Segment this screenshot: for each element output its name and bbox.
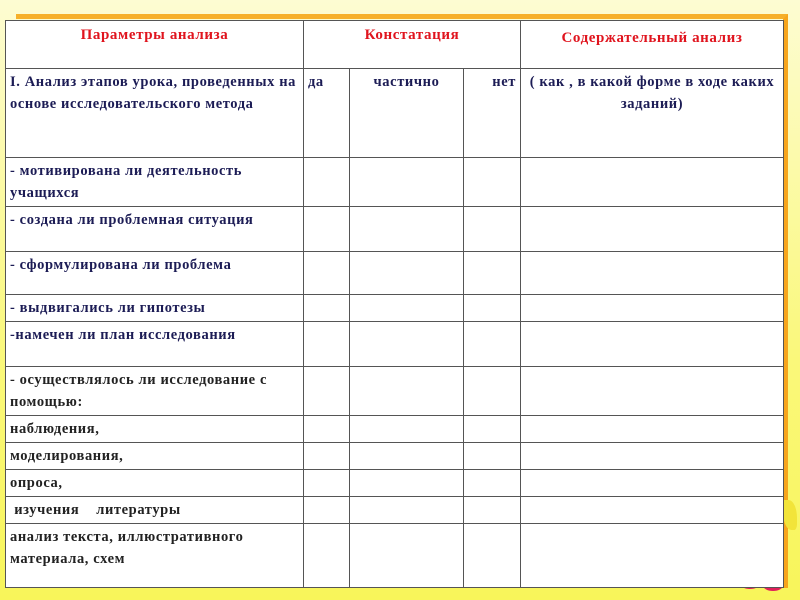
cell-no[interactable] [464, 367, 521, 416]
cell-content[interactable] [521, 207, 784, 252]
cell-content[interactable] [521, 367, 784, 416]
row-label: изучения литературы [6, 497, 304, 524]
cell-yes[interactable] [304, 497, 350, 524]
header-params: Параметры анализа [6, 21, 304, 69]
row-label: анализ текста, иллюстративного материала, схем [6, 524, 304, 588]
cell-no[interactable] [464, 252, 521, 295]
cell-content[interactable] [521, 295, 784, 322]
cell-yes[interactable] [304, 322, 350, 367]
cell-no[interactable] [464, 322, 521, 367]
row-label: - выдвигались ли гипотезы [6, 295, 304, 322]
cell-partly[interactable] [350, 252, 464, 295]
cell-no[interactable] [464, 158, 521, 207]
cell-no[interactable] [464, 470, 521, 497]
cell-partly[interactable] [350, 295, 464, 322]
analysis-table [5, 20, 784, 588]
bird-tail-decoration [783, 500, 797, 530]
cell-partly[interactable] [350, 416, 464, 443]
row-label: наблюдения, [6, 416, 304, 443]
cell-yes[interactable] [304, 524, 350, 588]
cell-partly[interactable] [350, 207, 464, 252]
cell-yes[interactable] [304, 416, 350, 443]
subheader-no: нет [464, 69, 521, 158]
cell-yes[interactable] [304, 295, 350, 322]
cell-content[interactable] [521, 497, 784, 524]
cell-yes[interactable] [304, 367, 350, 416]
subheader-partly: частично [350, 69, 464, 158]
cell-yes[interactable] [304, 443, 350, 470]
subheader-param: I. Анализ этапов урока, проведенных на основе исследовательского метода [6, 69, 304, 158]
row-label: -намечен ли план исследования [6, 322, 304, 367]
cell-no[interactable] [464, 207, 521, 252]
subheader-yes: да [304, 69, 350, 158]
row-label: - осуществлялось ли исследование с помощью: [6, 367, 304, 416]
header-statement: Констатация [304, 21, 521, 69]
cell-partly[interactable] [350, 322, 464, 367]
cell-yes[interactable] [304, 207, 350, 252]
cell-yes[interactable] [304, 158, 350, 207]
cell-content[interactable] [521, 524, 784, 588]
cell-no[interactable] [464, 416, 521, 443]
row-label: - сформулирована ли проблема [6, 252, 304, 295]
cell-yes[interactable] [304, 470, 350, 497]
cell-partly[interactable] [350, 158, 464, 207]
cell-content[interactable] [521, 443, 784, 470]
cell-partly[interactable] [350, 524, 464, 588]
cell-partly[interactable] [350, 367, 464, 416]
row-label: моделирования, [6, 443, 304, 470]
row-label: - мотивирована ли деятельность учащихся [6, 158, 304, 207]
row-label: - создана ли проблемная ситуация [6, 207, 304, 252]
cell-partly[interactable] [350, 470, 464, 497]
cell-partly[interactable] [350, 443, 464, 470]
cell-partly[interactable] [350, 497, 464, 524]
cell-no[interactable] [464, 295, 521, 322]
subheader-content-hint: ( как , в какой форме в ходе каких заданий) [521, 69, 784, 158]
cell-content[interactable] [521, 158, 784, 207]
cell-no[interactable] [464, 497, 521, 524]
cell-no[interactable] [464, 524, 521, 588]
header-content: Содержательный анализ [521, 21, 784, 69]
cell-content[interactable] [521, 470, 784, 497]
cell-content[interactable] [521, 322, 784, 367]
cell-no[interactable] [464, 443, 521, 470]
cell-yes[interactable] [304, 252, 350, 295]
cell-content[interactable] [521, 252, 784, 295]
row-label: опроса, [6, 470, 304, 497]
cell-content[interactable] [521, 416, 784, 443]
